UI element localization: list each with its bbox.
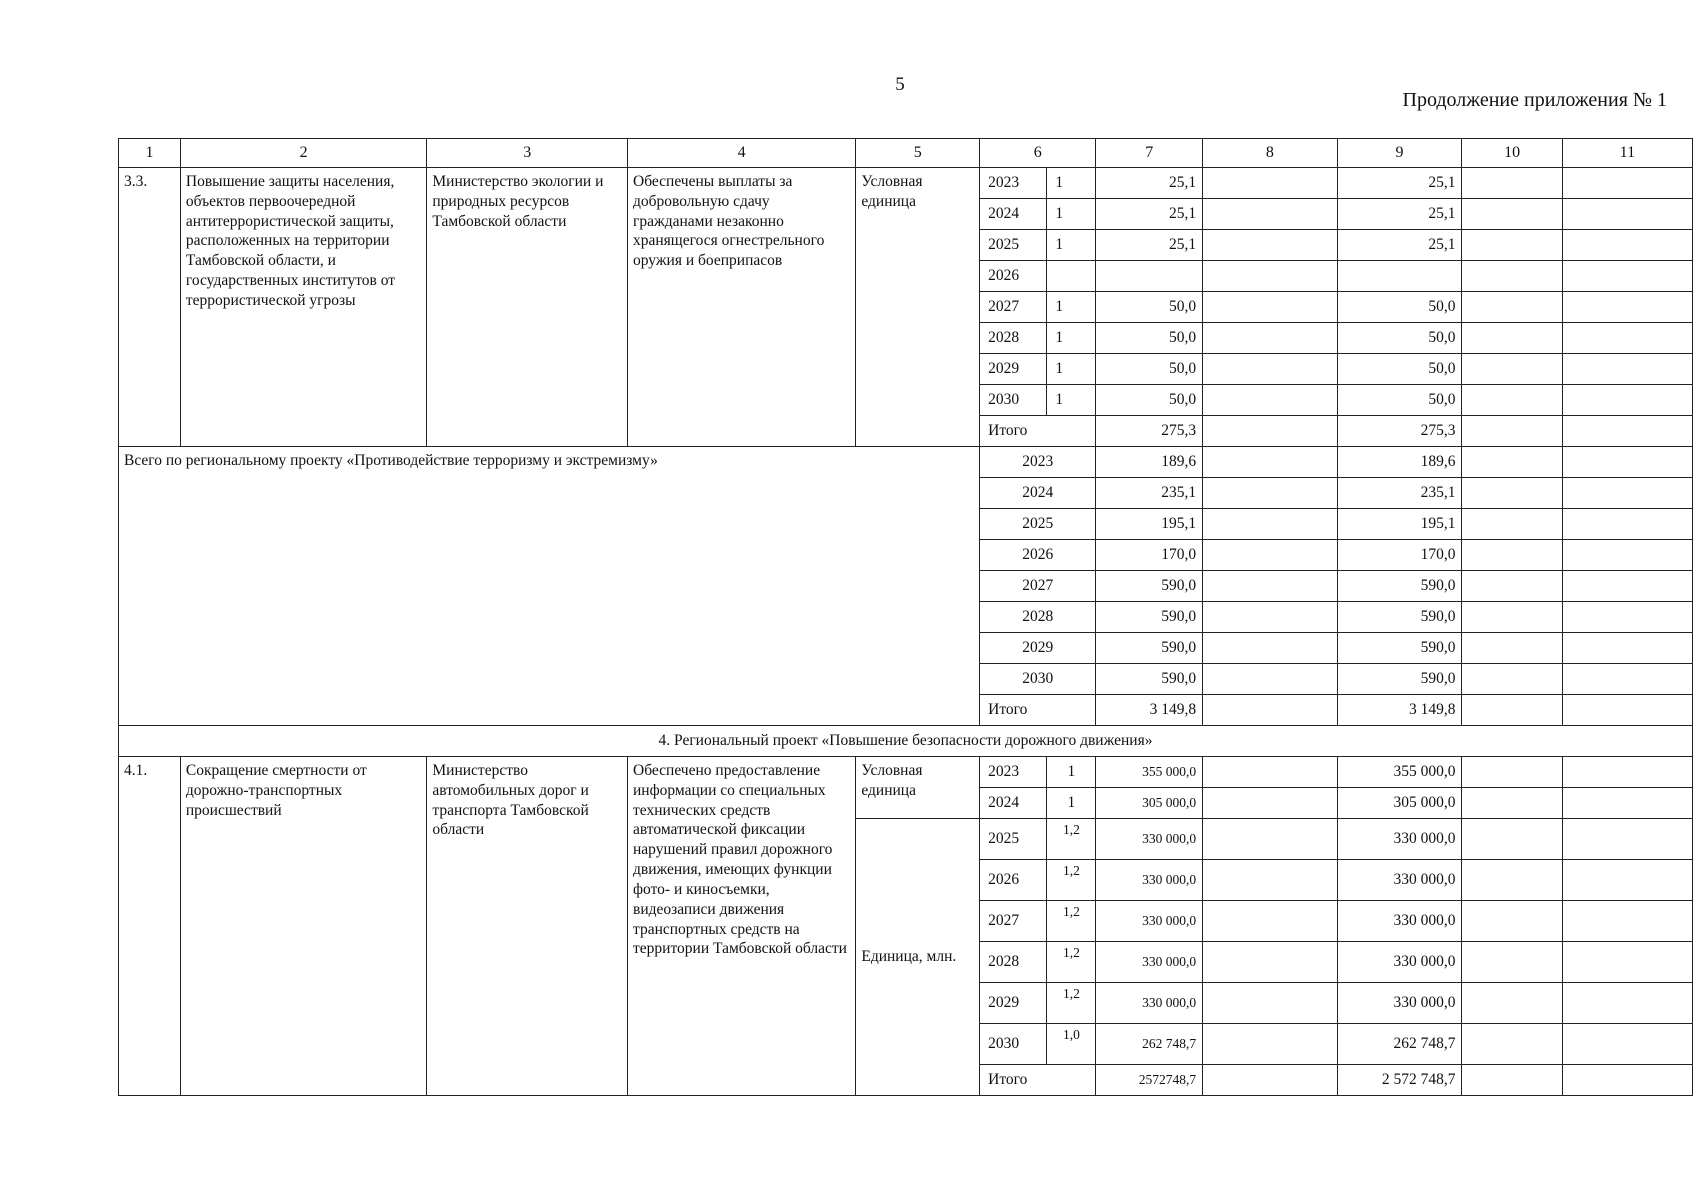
header-cell: 7 bbox=[1096, 139, 1203, 168]
empty-cell bbox=[1562, 571, 1692, 602]
qty-cell: 1,2 bbox=[1047, 983, 1096, 1024]
year-cell: 2023 bbox=[980, 757, 1047, 788]
empty-cell bbox=[1562, 901, 1692, 942]
amount-cell: 590,0 bbox=[1096, 633, 1203, 664]
empty-cell bbox=[1203, 633, 1337, 664]
empty-cell bbox=[1562, 819, 1692, 860]
year-cell: 2025 bbox=[980, 509, 1096, 540]
table-row bbox=[119, 168, 1693, 199]
empty-cell bbox=[1203, 664, 1337, 695]
empty-cell bbox=[1462, 571, 1562, 602]
year-cell: 2025 bbox=[980, 230, 1047, 261]
item-number: 4.1. bbox=[119, 757, 181, 1096]
amount-cell: 330 000,0 bbox=[1337, 942, 1462, 983]
amount-cell: 330 000,0 bbox=[1337, 819, 1462, 860]
amount-cell: 25,1 bbox=[1096, 199, 1203, 230]
amount-cell: 25,1 bbox=[1337, 230, 1462, 261]
amount-cell bbox=[1096, 261, 1203, 292]
empty-cell bbox=[1203, 540, 1337, 571]
amount-cell: 590,0 bbox=[1096, 602, 1203, 633]
empty-cell bbox=[1462, 633, 1562, 664]
page-number: 5 bbox=[895, 74, 905, 95]
total-amount: 3 149,8 bbox=[1096, 695, 1203, 726]
total-amount: 2 572 748,7 bbox=[1337, 1065, 1462, 1096]
empty-cell bbox=[1562, 416, 1692, 447]
amount-cell: 50,0 bbox=[1337, 323, 1462, 354]
empty-cell bbox=[1203, 860, 1337, 901]
empty-cell bbox=[1562, 695, 1692, 726]
year-cell: 2027 bbox=[980, 571, 1096, 602]
amount-cell: 355 000,0 bbox=[1337, 757, 1462, 788]
empty-cell bbox=[1562, 261, 1692, 292]
amount-cell: 330 000,0 bbox=[1096, 901, 1203, 942]
empty-cell bbox=[1562, 540, 1692, 571]
amount-cell: 170,0 bbox=[1096, 540, 1203, 571]
amount-cell: 50,0 bbox=[1337, 292, 1462, 323]
empty-cell bbox=[1462, 354, 1562, 385]
empty-cell bbox=[1562, 478, 1692, 509]
empty-cell bbox=[1462, 509, 1562, 540]
amount-cell: 235,1 bbox=[1337, 478, 1462, 509]
empty-cell bbox=[1203, 354, 1337, 385]
item-number: 3.3. bbox=[119, 168, 181, 447]
result-description: Обеспечены выплаты за добровольную сдачу гражданами незаконно хранящегося огнестрельного оружия и боеприпасов bbox=[628, 168, 856, 447]
empty-cell bbox=[1562, 385, 1692, 416]
item-name: Сокращение смертности от дорожно-транспортных происшествий bbox=[180, 757, 427, 1096]
amount-cell: 25,1 bbox=[1096, 168, 1203, 199]
amount-cell: 195,1 bbox=[1337, 509, 1462, 540]
year-cell: 2027 bbox=[980, 901, 1047, 942]
header-cell: 5 bbox=[856, 139, 980, 168]
total-amount: 275,3 bbox=[1337, 416, 1462, 447]
qty-cell: 1 bbox=[1047, 385, 1096, 416]
empty-cell bbox=[1203, 168, 1337, 199]
amount-cell: 590,0 bbox=[1096, 571, 1203, 602]
empty-cell bbox=[1462, 1024, 1562, 1065]
empty-cell bbox=[1203, 509, 1337, 540]
amount-cell: 330 000,0 bbox=[1096, 819, 1203, 860]
empty-cell bbox=[1203, 230, 1337, 261]
total-amount: 2572748,7 bbox=[1096, 1065, 1203, 1096]
qty-cell: 1,2 bbox=[1047, 942, 1096, 983]
header-cell: 11 bbox=[1562, 139, 1692, 168]
qty-cell: 1 bbox=[1047, 788, 1096, 819]
year-cell: 2023 bbox=[980, 168, 1047, 199]
year-cell: 2027 bbox=[980, 292, 1047, 323]
header-cell: 3 bbox=[427, 139, 628, 168]
empty-cell bbox=[1462, 942, 1562, 983]
empty-cell bbox=[1203, 478, 1337, 509]
responsible-org: Министерство автомобильных дорог и транспорта Тамбовской области bbox=[427, 757, 628, 1096]
empty-cell bbox=[1562, 354, 1692, 385]
empty-cell bbox=[1203, 292, 1337, 323]
header-row bbox=[119, 139, 1693, 168]
empty-cell bbox=[1203, 901, 1337, 942]
empty-cell bbox=[1203, 602, 1337, 633]
year-cell: 2024 bbox=[980, 478, 1096, 509]
qty-cell: 1,0 bbox=[1047, 1024, 1096, 1065]
qty-cell: 1,2 bbox=[1047, 901, 1096, 942]
year-cell: 2029 bbox=[980, 354, 1047, 385]
header-cell: 1 bbox=[119, 139, 181, 168]
empty-cell bbox=[1462, 323, 1562, 354]
amount-cell: 590,0 bbox=[1337, 664, 1462, 695]
empty-cell bbox=[1462, 261, 1562, 292]
unit-of-measure: Условная единица bbox=[856, 757, 980, 819]
empty-cell bbox=[1462, 819, 1562, 860]
empty-cell bbox=[1562, 633, 1692, 664]
year-cell: 2028 bbox=[980, 323, 1047, 354]
amount-cell: 50,0 bbox=[1337, 385, 1462, 416]
year-cell: 2028 bbox=[980, 602, 1096, 633]
year-cell: 2024 bbox=[980, 199, 1047, 230]
header-cell: 4 bbox=[628, 139, 856, 168]
item-name: Повышение защиты населения, объектов первоочередной антитеррористической защиты, расположенных на территории Тамбовской области, и государственных институтов от террористической угрозы bbox=[180, 168, 427, 447]
amount-cell: 305 000,0 bbox=[1096, 788, 1203, 819]
year-cell: 2024 bbox=[980, 788, 1047, 819]
amount-cell: 330 000,0 bbox=[1337, 901, 1462, 942]
result-description: Обеспечено предоставление информации со специальных технических средств автоматической фиксации нарушений правил дорожного движения, имеющих функции фото- и киносъемки, видеозаписи движения транспортных средств на территории Тамбовской области bbox=[628, 757, 856, 1096]
empty-cell bbox=[1562, 664, 1692, 695]
header-cell: 2 bbox=[180, 139, 427, 168]
empty-cell bbox=[1203, 1024, 1337, 1065]
header-cell: 6 bbox=[980, 139, 1096, 168]
empty-cell bbox=[1562, 860, 1692, 901]
total-label: Итого bbox=[980, 1065, 1096, 1096]
summary-label: Всего по региональному проекту «Противодействие терроризму и экстремизму» bbox=[119, 447, 980, 726]
amount-cell: 262 748,7 bbox=[1337, 1024, 1462, 1065]
year-cell: 2028 bbox=[980, 942, 1047, 983]
empty-cell bbox=[1562, 1065, 1692, 1096]
empty-cell bbox=[1562, 199, 1692, 230]
amount-cell: 25,1 bbox=[1096, 230, 1203, 261]
empty-cell bbox=[1462, 901, 1562, 942]
empty-cell bbox=[1462, 602, 1562, 633]
qty-cell: 1,2 bbox=[1047, 819, 1096, 860]
empty-cell bbox=[1562, 447, 1692, 478]
empty-cell bbox=[1462, 416, 1562, 447]
amount-cell: 330 000,0 bbox=[1096, 942, 1203, 983]
year-cell: 2030 bbox=[980, 1024, 1047, 1065]
year-cell: 2026 bbox=[980, 860, 1047, 901]
empty-cell bbox=[1203, 757, 1337, 788]
amount-cell: 189,6 bbox=[1096, 447, 1203, 478]
qty-cell: 1 bbox=[1047, 292, 1096, 323]
amount-cell: 50,0 bbox=[1096, 385, 1203, 416]
empty-cell bbox=[1562, 983, 1692, 1024]
summary-row bbox=[119, 447, 1693, 478]
empty-cell bbox=[1462, 860, 1562, 901]
qty-cell: 1 bbox=[1047, 199, 1096, 230]
empty-cell bbox=[1462, 757, 1562, 788]
amount-cell: 50,0 bbox=[1096, 292, 1203, 323]
empty-cell bbox=[1203, 416, 1337, 447]
amount-cell: 355 000,0 bbox=[1096, 757, 1203, 788]
empty-cell bbox=[1462, 540, 1562, 571]
amount-cell: 25,1 bbox=[1337, 199, 1462, 230]
empty-cell bbox=[1203, 385, 1337, 416]
empty-cell bbox=[1203, 788, 1337, 819]
total-label: Итого bbox=[980, 416, 1096, 447]
empty-cell bbox=[1203, 942, 1337, 983]
year-cell: 2025 bbox=[980, 819, 1047, 860]
empty-cell bbox=[1203, 447, 1337, 478]
amount-cell: 305 000,0 bbox=[1337, 788, 1462, 819]
empty-cell bbox=[1562, 230, 1692, 261]
qty-cell: 1 bbox=[1047, 168, 1096, 199]
amount-cell: 590,0 bbox=[1337, 602, 1462, 633]
section-title-row bbox=[119, 726, 1693, 757]
year-cell: 2029 bbox=[980, 633, 1096, 664]
year-cell: 2026 bbox=[980, 540, 1096, 571]
table-row bbox=[119, 757, 1693, 788]
amount-cell: 330 000,0 bbox=[1096, 983, 1203, 1024]
empty-cell bbox=[1462, 199, 1562, 230]
empty-cell bbox=[1562, 292, 1692, 323]
qty-cell: 1,2 bbox=[1047, 860, 1096, 901]
header-cell: 10 bbox=[1462, 139, 1562, 168]
unit-of-measure: Единица, млн. bbox=[856, 819, 980, 1096]
qty-cell: 1 bbox=[1047, 757, 1096, 788]
year-cell: 2026 bbox=[980, 261, 1047, 292]
empty-cell bbox=[1462, 695, 1562, 726]
amount-cell: 590,0 bbox=[1337, 633, 1462, 664]
amount-cell: 235,1 bbox=[1096, 478, 1203, 509]
empty-cell bbox=[1462, 1065, 1562, 1096]
header-cell: 9 bbox=[1337, 139, 1462, 168]
qty-cell: 1 bbox=[1047, 323, 1096, 354]
empty-cell bbox=[1203, 695, 1337, 726]
empty-cell bbox=[1462, 292, 1562, 323]
empty-cell bbox=[1562, 323, 1692, 354]
empty-cell bbox=[1562, 509, 1692, 540]
empty-cell bbox=[1562, 942, 1692, 983]
qty-cell: 1 bbox=[1047, 354, 1096, 385]
header-cell: 8 bbox=[1203, 139, 1337, 168]
empty-cell bbox=[1203, 323, 1337, 354]
empty-cell bbox=[1462, 664, 1562, 695]
amount-cell: 590,0 bbox=[1337, 571, 1462, 602]
empty-cell bbox=[1462, 478, 1562, 509]
appendix-table-container bbox=[118, 138, 1693, 1096]
amount-cell: 50,0 bbox=[1096, 323, 1203, 354]
empty-cell bbox=[1462, 983, 1562, 1024]
empty-cell bbox=[1562, 602, 1692, 633]
amount-cell bbox=[1337, 261, 1462, 292]
year-cell: 2029 bbox=[980, 983, 1047, 1024]
empty-cell bbox=[1203, 261, 1337, 292]
continuation-title: Продолжение приложения № 1 bbox=[1402, 89, 1667, 111]
section-title: 4. Региональный проект «Повышение безопасности дорожного движения» bbox=[119, 726, 1693, 757]
amount-cell: 262 748,7 bbox=[1096, 1024, 1203, 1065]
total-label: Итого bbox=[980, 695, 1096, 726]
year-cell: 2030 bbox=[980, 385, 1047, 416]
empty-cell bbox=[1562, 1024, 1692, 1065]
amount-cell: 50,0 bbox=[1096, 354, 1203, 385]
amount-cell: 195,1 bbox=[1096, 509, 1203, 540]
amount-cell: 330 000,0 bbox=[1096, 860, 1203, 901]
amount-cell: 25,1 bbox=[1337, 168, 1462, 199]
empty-cell bbox=[1203, 819, 1337, 860]
appendix-table bbox=[118, 138, 1693, 1096]
empty-cell bbox=[1462, 385, 1562, 416]
empty-cell bbox=[1462, 168, 1562, 199]
empty-cell bbox=[1203, 199, 1337, 230]
year-cell: 2023 bbox=[980, 447, 1096, 478]
year-cell: 2030 bbox=[980, 664, 1096, 695]
amount-cell: 330 000,0 bbox=[1337, 860, 1462, 901]
amount-cell: 189,6 bbox=[1337, 447, 1462, 478]
empty-cell bbox=[1462, 230, 1562, 261]
amount-cell: 50,0 bbox=[1337, 354, 1462, 385]
empty-cell bbox=[1462, 447, 1562, 478]
empty-cell bbox=[1562, 168, 1692, 199]
responsible-org: Министерство экологии и природных ресурсов Тамбовской области bbox=[427, 168, 628, 447]
empty-cell bbox=[1203, 1065, 1337, 1096]
qty-cell bbox=[1047, 261, 1096, 292]
empty-cell bbox=[1462, 788, 1562, 819]
empty-cell bbox=[1203, 571, 1337, 602]
empty-cell bbox=[1203, 983, 1337, 1024]
amount-cell: 590,0 bbox=[1096, 664, 1203, 695]
total-amount: 3 149,8 bbox=[1337, 695, 1462, 726]
qty-cell: 1 bbox=[1047, 230, 1096, 261]
amount-cell: 330 000,0 bbox=[1337, 983, 1462, 1024]
empty-cell bbox=[1562, 757, 1692, 788]
total-amount: 275,3 bbox=[1096, 416, 1203, 447]
amount-cell: 170,0 bbox=[1337, 540, 1462, 571]
unit-of-measure: Условная единица bbox=[856, 168, 980, 447]
empty-cell bbox=[1562, 788, 1692, 819]
